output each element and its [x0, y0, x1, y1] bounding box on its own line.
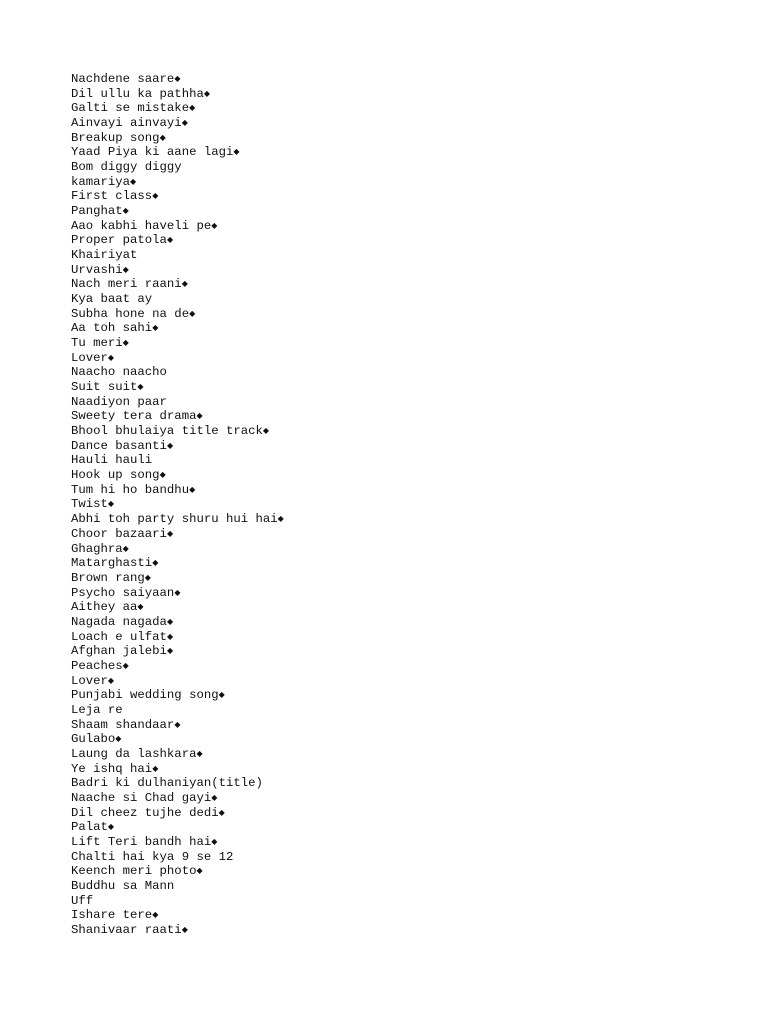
- song-title: kamariya: [71, 174, 131, 189]
- song-title: Choor bazaari: [71, 526, 167, 541]
- song-title: Ishare tere: [71, 908, 153, 923]
- list-item: [71, 131, 731, 146]
- list-item: [71, 688, 731, 703]
- list-item: [71, 453, 731, 468]
- song-title: Galti se mistake: [71, 101, 190, 116]
- list-item: [71, 483, 731, 498]
- diamond-marker-icon: ◆: [262, 426, 270, 436]
- song-title: Loach e ulfat: [71, 629, 167, 644]
- diamond-marker-icon: ◆: [181, 924, 188, 934]
- song-title: Breakup song: [71, 130, 160, 145]
- list-item: [71, 835, 731, 850]
- diamond-marker-icon: ◆: [115, 734, 122, 744]
- list-item: [71, 791, 731, 806]
- diamond-marker-icon: ◆: [181, 279, 188, 289]
- diamond-marker-icon: ◆: [196, 748, 203, 758]
- diamond-marker-icon: ◆: [152, 763, 159, 773]
- song-title: Brown rang: [71, 570, 145, 585]
- list-item: [71, 542, 731, 557]
- list-item: [71, 307, 731, 322]
- diamond-marker-icon: ◆: [189, 103, 196, 113]
- list-item: [71, 380, 731, 395]
- diamond-marker-icon: ◆: [159, 132, 166, 142]
- list-item: [71, 732, 731, 747]
- list-item: [71, 336, 731, 351]
- diamond-marker-icon: ◆: [211, 836, 218, 846]
- song-title: Keench meri photo: [71, 864, 197, 879]
- list-item: [71, 87, 731, 102]
- list-item: [71, 101, 731, 116]
- song-title: Buddhu sa Mann: [71, 878, 175, 893]
- list-item: [71, 806, 731, 821]
- diamond-marker-icon: ◆: [174, 719, 181, 729]
- song-title: Dil ullu ka pathha: [71, 86, 204, 101]
- list-item: [71, 703, 731, 718]
- diamond-marker-icon: ◆: [196, 411, 203, 421]
- song-title: Peaches: [71, 658, 123, 673]
- list-item: [71, 879, 731, 894]
- song-title: Panghat: [71, 204, 123, 219]
- diamond-marker-icon: ◆: [166, 631, 174, 641]
- list-item: [71, 556, 731, 571]
- song-title: Khairiyat: [71, 248, 138, 263]
- diamond-marker-icon: ◆: [107, 822, 115, 832]
- song-title: Dil cheez tujhe dedi: [71, 805, 219, 820]
- diamond-marker-icon: ◆: [130, 176, 137, 186]
- list-item: [71, 160, 731, 175]
- diamond-marker-icon: ◆: [137, 602, 144, 612]
- list-item: [71, 424, 731, 439]
- diamond-marker-icon: ◆: [166, 528, 174, 538]
- list-item: [71, 277, 731, 292]
- diamond-marker-icon: ◆: [144, 572, 151, 582]
- song-title: Hook up song: [71, 468, 160, 483]
- diamond-marker-icon: ◆: [152, 558, 159, 568]
- song-title: Punjabi wedding song: [71, 688, 219, 703]
- diamond-marker-icon: ◆: [122, 543, 129, 553]
- song-title: Naadiyon paar: [71, 394, 167, 409]
- song-title: Laung da lashkara: [71, 746, 197, 761]
- song-title: Subha hone na de: [71, 306, 190, 321]
- list-item: [71, 409, 731, 424]
- list-item: [71, 659, 731, 674]
- list-item: [71, 292, 731, 307]
- song-title: Afghan jalebi: [71, 644, 167, 659]
- list-item: [71, 908, 731, 923]
- song-title: Bom diggy diggy: [71, 160, 182, 175]
- list-item: [71, 233, 731, 248]
- list-item: [71, 718, 731, 733]
- song-title: Twist: [71, 497, 108, 512]
- song-title: Ye ishq hai: [71, 761, 153, 776]
- diamond-marker-icon: ◆: [203, 88, 210, 98]
- song-title: Aithey aa: [71, 600, 138, 615]
- song-title: Lover: [71, 673, 108, 688]
- diamond-marker-icon: ◆: [152, 910, 159, 920]
- diamond-marker-icon: ◆: [159, 470, 166, 480]
- list-item: [71, 351, 731, 366]
- list-item: [71, 512, 731, 527]
- song-title: Ghaghra: [71, 541, 123, 556]
- song-title: Ainvayi ainvayi: [71, 116, 182, 131]
- song-title: Matarghasti: [71, 556, 153, 571]
- list-item: [71, 864, 731, 879]
- diamond-marker-icon: ◆: [107, 352, 115, 362]
- diamond-marker-icon: ◆: [189, 308, 196, 318]
- list-item: [71, 395, 731, 410]
- song-title: Tu meri: [71, 336, 123, 351]
- song-title: Yaad Piya ki aane lagi: [71, 145, 234, 160]
- song-title: Badri ki dulhaniyan(title): [71, 776, 263, 791]
- diamond-marker-icon: ◆: [152, 191, 159, 201]
- diamond-marker-icon: ◆: [277, 514, 284, 524]
- song-title: Suit suit: [71, 380, 138, 395]
- list-item: [71, 571, 731, 586]
- list-item: [71, 116, 731, 131]
- song-title: Proper patola: [71, 233, 167, 248]
- list-item: [71, 468, 731, 483]
- diamond-marker-icon: ◆: [166, 646, 174, 656]
- diamond-marker-icon: ◆: [137, 382, 144, 392]
- diamond-marker-icon: ◆: [218, 807, 225, 817]
- diamond-marker-icon: ◆: [107, 675, 115, 685]
- list-item: [71, 321, 731, 336]
- diamond-marker-icon: ◆: [218, 690, 225, 700]
- song-title: Lift Teri bandh hai: [71, 834, 212, 849]
- list-item: [71, 145, 731, 160]
- diamond-marker-icon: ◆: [122, 206, 129, 216]
- song-title: Naacho naacho: [71, 365, 167, 380]
- list-item: [71, 850, 731, 865]
- list-item: [71, 615, 731, 630]
- diamond-marker-icon: ◆: [174, 587, 181, 597]
- list-item: [71, 527, 731, 542]
- song-title: Hauli hauli: [71, 453, 153, 468]
- list-item: [71, 263, 731, 278]
- list-item: [71, 600, 731, 615]
- diamond-marker-icon: ◆: [233, 147, 240, 157]
- list-item: [71, 365, 731, 380]
- list-item: [71, 630, 731, 645]
- list-item: [71, 72, 731, 87]
- list-item: [71, 497, 731, 512]
- diamond-marker-icon: ◆: [166, 235, 174, 245]
- song-title: Leja re: [71, 702, 123, 717]
- song-title: Uff: [71, 893, 94, 908]
- list-item: [71, 674, 731, 689]
- song-title: Lover: [71, 350, 108, 365]
- list-item: [71, 204, 731, 219]
- diamond-marker-icon: ◆: [181, 118, 188, 128]
- list-item: [71, 923, 731, 938]
- list-item: [71, 776, 731, 791]
- diamond-marker-icon: ◆: [122, 264, 129, 274]
- list-item: [71, 219, 731, 234]
- diamond-marker-icon: ◆: [107, 499, 115, 509]
- list-item: [71, 175, 731, 190]
- diamond-marker-icon: ◆: [189, 484, 196, 494]
- list-item: [71, 248, 731, 263]
- song-title: Gulabo: [71, 732, 116, 747]
- song-title: Bhool bhulaiya title track: [71, 424, 263, 439]
- song-title: Kya baat ay: [71, 292, 153, 307]
- list-item: [71, 820, 731, 835]
- diamond-marker-icon: ◆: [122, 338, 129, 348]
- song-title: Psycho saiyaan: [71, 585, 175, 600]
- diamond-marker-icon: ◆: [166, 616, 174, 626]
- song-title: Shanivaar raati: [71, 922, 182, 937]
- song-title: Aao kabhi haveli pe: [71, 218, 212, 233]
- song-title: Aa toh sahi: [71, 321, 153, 336]
- song-title: Nagada nagada: [71, 614, 167, 629]
- diamond-marker-icon: ◆: [211, 220, 218, 230]
- song-title: First class: [71, 189, 153, 204]
- song-title: Chalti hai kya 9 se 12: [71, 849, 234, 864]
- diamond-marker-icon: ◆: [196, 866, 203, 876]
- song-title: Palat: [71, 820, 108, 835]
- list-item: [71, 189, 731, 204]
- diamond-marker-icon: ◆: [166, 440, 174, 450]
- diamond-marker-icon: ◆: [152, 323, 159, 333]
- document-page: [71, 72, 731, 938]
- song-title: Shaam shandaar: [71, 717, 175, 732]
- list-item: [71, 894, 731, 909]
- list-item: [71, 439, 731, 454]
- list-item: [71, 586, 731, 601]
- song-title: Nachdene saare: [71, 72, 175, 86]
- song-title: Tum hi ho bandhu: [71, 482, 190, 497]
- list-item: [71, 747, 731, 762]
- song-title: Nach meri raani: [71, 277, 182, 292]
- song-title: Naache si Chad gayi: [71, 790, 212, 805]
- song-title: Abhi toh party shuru hui hai: [71, 512, 278, 527]
- song-title: Sweety tera drama: [71, 409, 197, 424]
- song-list: [71, 72, 731, 938]
- list-item: [71, 644, 731, 659]
- diamond-marker-icon: ◆: [122, 660, 129, 670]
- song-title: Dance basanti: [71, 438, 167, 453]
- list-item: [71, 762, 731, 777]
- diamond-marker-icon: ◆: [211, 792, 218, 802]
- song-title: Urvashi: [71, 262, 123, 277]
- diamond-marker-icon: ◆: [174, 74, 181, 83]
